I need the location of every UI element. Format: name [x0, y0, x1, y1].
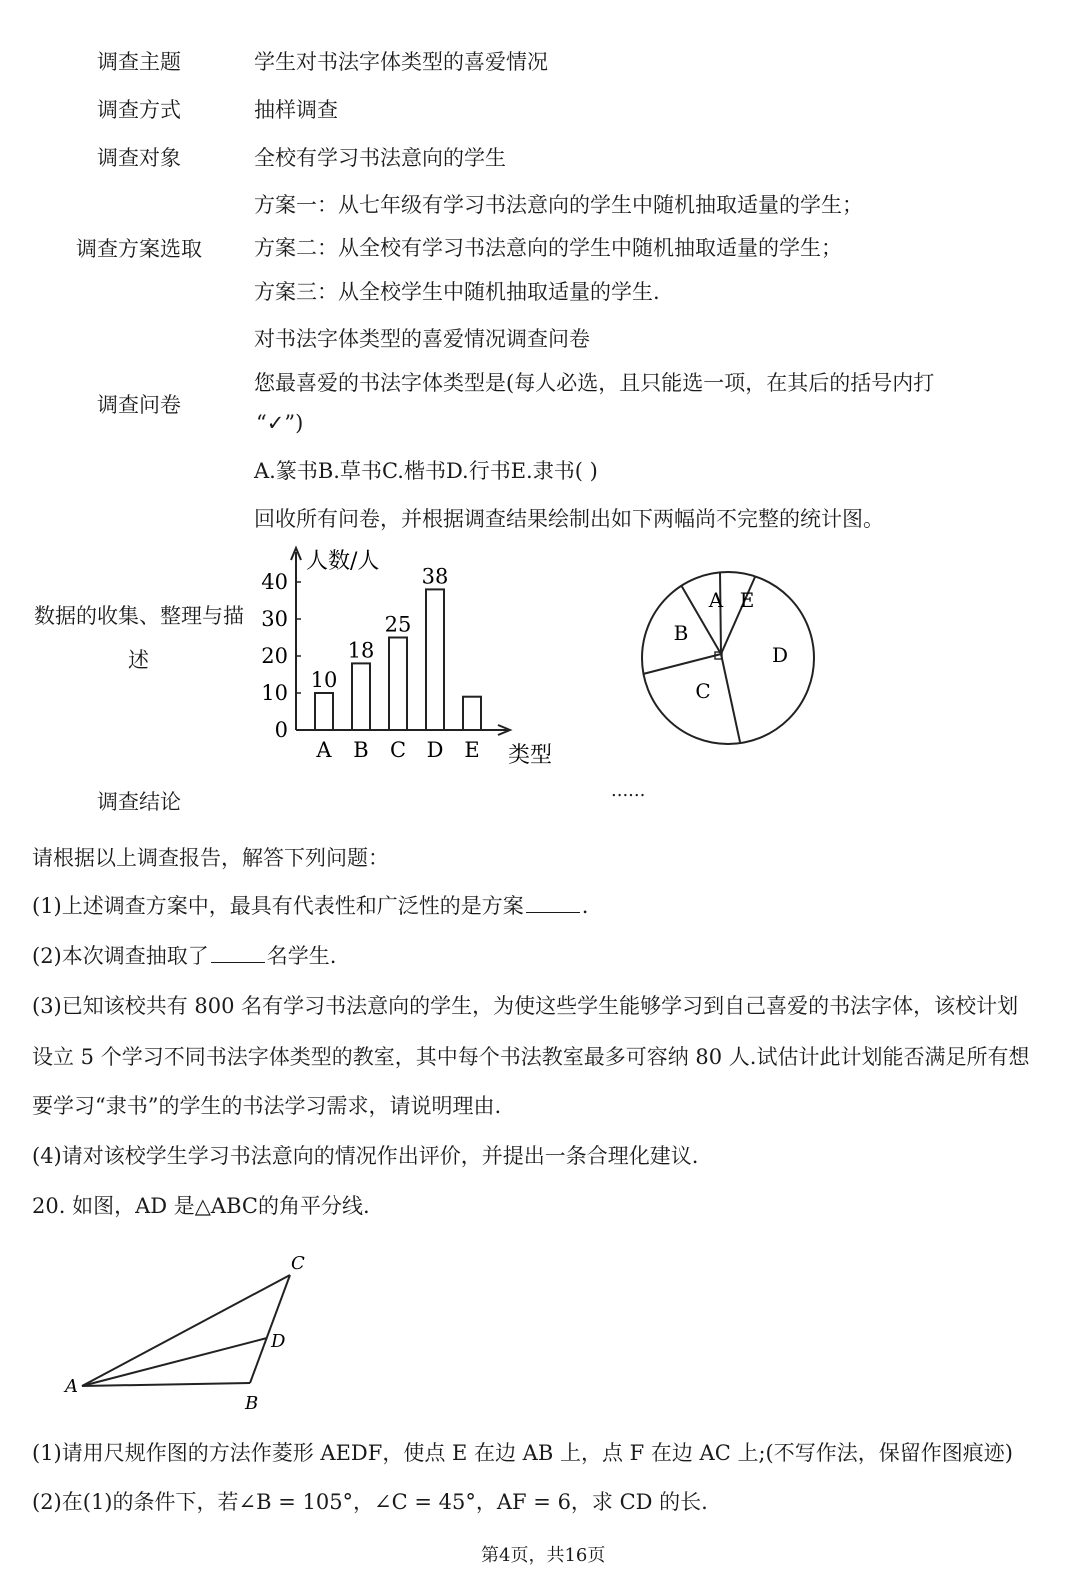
point-label-c: C [291, 1253, 305, 1274]
x-axis-label: 类型 [508, 743, 553, 768]
side-ab [82, 1383, 250, 1386]
question-2-text: (2)本次调查抽取了 [32, 944, 209, 968]
plan-option-3: 方案三：从全校学生中随机抽取适量的学生. [254, 280, 660, 304]
side-ac [82, 1275, 290, 1386]
side-bc [250, 1275, 290, 1383]
pie-label-e: E [739, 588, 755, 612]
row-label-method: 调查方式 [97, 98, 181, 122]
row-label-plan: 调查方案选取 [76, 237, 202, 261]
row-label-questionnaire: 调查问卷 [97, 393, 181, 417]
y-tick-label: 40 [261, 570, 288, 594]
pie-chart [636, 566, 820, 750]
pie-divider-dc [721, 654, 740, 742]
row-content-topic: 学生对书法字体类型的喜爱情况 [254, 50, 548, 74]
problem-20-title: 20. 如图，AD 是△ABC的角平分线. [32, 1194, 370, 1218]
pie-divider-cb [643, 654, 721, 674]
pie-label-c: C [695, 679, 711, 703]
row-label-topic: 调查主题 [97, 50, 181, 74]
plan-option-1: 方案一：从七年级有学习书法意向的学生中随机抽取适量的学生； [254, 193, 863, 217]
y-tick-label: 30 [261, 607, 288, 631]
x-tick-label: A [316, 738, 332, 762]
data-label: 10 [310, 668, 338, 692]
plan-option-2: 方案二：从全校有学习书法意向的学生中随机抽取适量的学生； [254, 236, 842, 260]
data-label: 38 [421, 564, 449, 589]
pie-outline [642, 572, 814, 744]
page-footer: 第4页，共16页 [481, 1545, 606, 1566]
problem-20-part-1: (1)请用尺规作图的方法作菱形 AEDF，使点 E 在边 AB 上，点 F 在边 AC 上;(不写作法，保留作图痕迹) [32, 1441, 1013, 1465]
questionnaire-question-cont: “✓”) [256, 411, 304, 435]
x-tick-label: D [426, 738, 444, 762]
question-3-line1: (3)已知该校共有 800 名有学习书法意向的学生，为使这些学生能够学习到自己喜爱的书法字体，该校计划 [32, 994, 1019, 1018]
y-tick-label: 10 [261, 681, 288, 705]
question-4: (4)请对该校学生学习书法意向的情况作出评价，并提出一条合理化建议. [32, 1144, 699, 1168]
y-tick-label: 20 [261, 644, 288, 668]
questionnaire-question: 您最喜爱的书法字体类型是(每人必选，且只能选一项，在其后的括号内打 [254, 371, 935, 395]
point-label-a: A [65, 1376, 78, 1397]
collection-note: 回收所有问卷，并根据调查结果绘制出如下两幅尚不完整的统计图。 [254, 507, 884, 531]
segment-ad [82, 1338, 267, 1386]
data-label: 25 [384, 612, 412, 637]
data-label: 18 [347, 638, 375, 663]
row-label-data-line2: 述 [128, 648, 149, 672]
question-3-line2: 设立 5 个学习不同书法字体类型的教室，其中每个书法教室最多可容纳 80 人.试估计此计划能否满足所有想 [32, 1045, 1030, 1069]
question-3-line3: 要学习“隶书”的学生的书法学习需求，请说明理由. [32, 1094, 502, 1118]
row-label-subject: 调查对象 [97, 146, 181, 170]
y-axis-label: 人数/人 [306, 549, 380, 574]
conclusion-ellipsis: ...... [611, 780, 646, 801]
x-tick-label: B [353, 738, 369, 762]
question-1 [32, 890, 588, 920]
question-1-end: . [581, 894, 589, 918]
answer-blank-2[interactable] [211, 944, 265, 963]
bar-chart [258, 540, 568, 775]
answer-blank-1[interactable] [526, 894, 580, 913]
bar-d [426, 589, 444, 730]
row-content-method: 抽样调查 [254, 98, 338, 122]
questionnaire-options: A.篆书B.草书C.楷书D.行书E.隶书( ) [254, 459, 598, 483]
point-label-b: B [245, 1393, 259, 1414]
pie-label-b: B [673, 621, 689, 645]
bar-e [463, 697, 481, 730]
point-label-d: D [271, 1331, 286, 1352]
questionnaire-title: 对书法字体类型的喜爱情况调查问卷 [254, 327, 590, 351]
row-label-data-line1: 数据的收集、整理与描 [34, 604, 244, 628]
bar-c [389, 638, 407, 731]
triangle-figure [55, 1245, 325, 1420]
x-tick-label: E [464, 738, 480, 762]
y-tick-label: 0 [274, 718, 288, 742]
x-tick-label: C [389, 738, 407, 762]
row-label-conclusion: 调查结论 [97, 790, 181, 814]
bar-a [315, 693, 333, 730]
question-2-end: 名学生. [266, 944, 337, 968]
problem-20-part-2: (2)在(1)的条件下，若∠B = 105°，∠C = 45°，AF = 6，求 CD 的长. [32, 1490, 708, 1514]
row-content-subject: 全校有学习书法意向的学生 [254, 146, 506, 170]
questions-intro: 请根据以上调查报告，解答下列问题： [32, 846, 389, 870]
question-1-text: (1)上述调查方案中，最具有代表性和广泛性的是方案 [32, 894, 524, 918]
pie-label-d: D [771, 643, 789, 667]
question-2 [32, 940, 336, 970]
pie-divider-ae [720, 572, 721, 654]
pie-label-a: A [708, 588, 724, 612]
bar-b [352, 663, 370, 730]
